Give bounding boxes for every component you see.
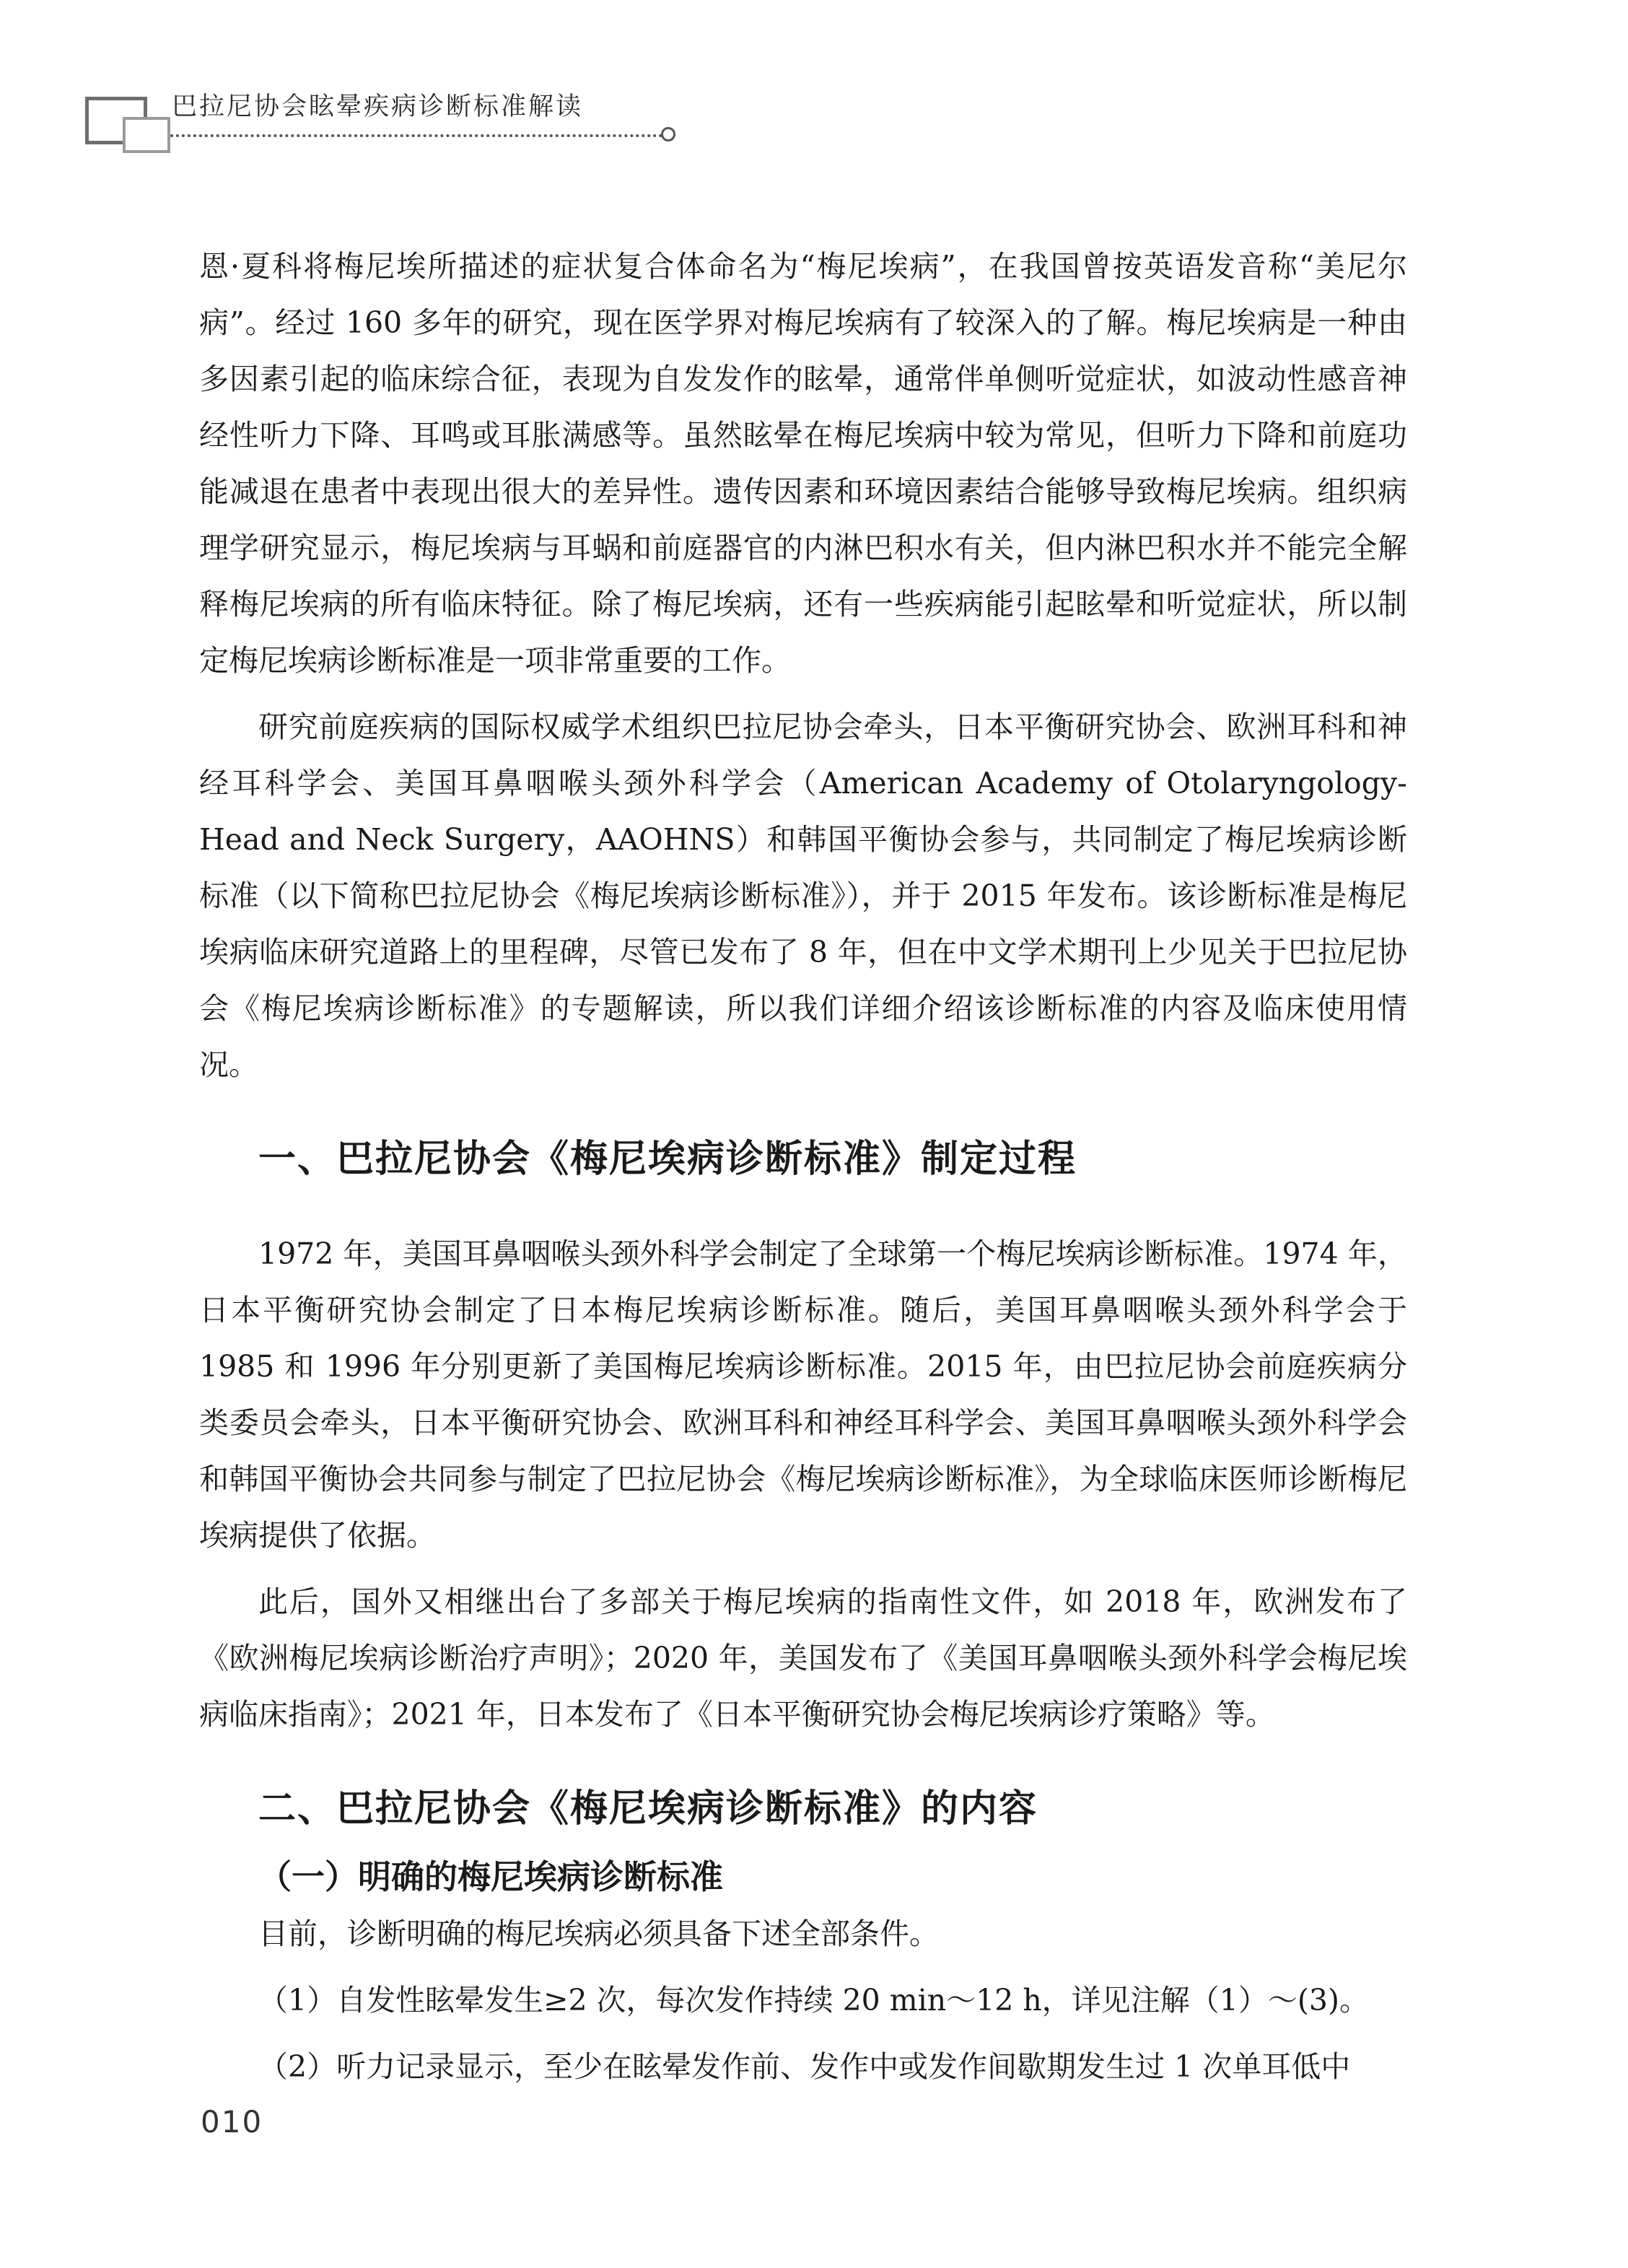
paragraph-history: 1972 年，美国耳鼻咽喉头颈外科学会制定了全球第一个梅尼埃病诊断标准。1974 年，日本平衡研究协会制定了日本梅尼埃病诊断标准。随后，美国耳鼻咽喉头颈外科学会于 1985 和 1996 年分别更新了美国梅尼埃病诊断标准。2015 年，由巴拉尼协会前庭疾病分类委员会牵头，日本平衡研究协会、欧洲耳科和神经耳科学会、美国耳鼻咽喉头颈外科学会和韩国平衡协会共同参与制定了巴拉尼协会《梅尼埃病诊断标准》，为全球临床医师诊断梅尼埃病提供了依据。	[199, 1237, 1407, 1553]
page-number: 010	[201, 2104, 263, 2140]
criterion-2: （2）听力记录显示，至少在眩晕发作前、发作中或发作间歇期发生过 1 次单耳低中	[258, 2049, 1351, 2084]
section-heading-2: 二、巴拉尼协会《梅尼埃病诊断标准》的内容	[258, 1787, 1038, 1831]
paragraph-barany-society: 研究前庭疾病的国际权威学术组织巴拉尼协会牵头，日本平衡研究协会、欧洲耳科和神经耳科学会、美国耳鼻咽喉头颈外科学会（American Academy of Otolaryngology-Head and Neck Surgery，AAOHNS）和韩国平衡协会参与，共同制定了梅尼埃病诊断标准（以下简称巴拉尼协会《梅尼埃病诊断标准》），并于 2015 年发布。该诊断标准是梅尼埃病临床研究道路上的里程碑，尽管已发布了 8 年，但在中文学术期刊上少见关于巴拉尼协会《梅尼埃病诊断标准》的专题解读，所以我们详细介绍该诊断标准的内容及临床使用情况。	[199, 710, 1407, 1082]
paragraph-intro-continued: 恩·夏科将梅尼埃所描述的症状复合体命名为“梅尼埃病”，在我国曾按英语发音称“美尼尔病”。经过 160 多年的研究，现在医学界对梅尼埃病有了较深入的了解。梅尼埃病是一种由多因素引起的临床综合征，表现为自发发作的眩晕，通常伴单侧听觉症状，如波动性感音神经性听力下降、耳鸣或耳胀满感等。虽然眩晕在梅尼埃病中较为常见，但听力下降和前庭功能减退在患者中表现出很大的差异性。遗传因素和环境因素结合能够导致梅尼埃病。组织病理学研究显示，梅尼埃病与耳蜗和前庭器官的内淋巴积水有关，但内淋巴积水并不能完全解释梅尼埃病的所有临床特征。除了梅尼埃病，还有一些疾病能引起眩晕和听觉症状，所以制定梅尼埃病诊断标准是一项非常重要的工作。	[199, 249, 1407, 678]
running-header-title: 巴拉尼协会眩晕疾病诊断标准解读	[172, 92, 584, 121]
subsection-heading-1: （一）明确的梅尼埃病诊断标准	[258, 1857, 723, 1896]
header-square-small-icon	[123, 117, 170, 153]
header-circle-icon	[661, 127, 675, 141]
paragraph-guidelines: 此后，国外又相继出台了多部关于梅尼埃病的指南性文件，如 2018 年，欧洲发布了《欧洲梅尼埃病诊断治疗声明》；2020 年，美国发布了《美国耳鼻咽喉头颈外科学会梅尼埃病临床指南》；2021 年，日本发布了《日本平衡研究协会梅尼埃病诊疗策略》等。	[199, 1584, 1407, 1732]
criterion-1: （1）自发性眩晕发生≥2 次，每次发作持续 20 min～12 h，详见注解（1）～(3)。	[258, 1983, 1369, 2018]
section-heading-1: 一、巴拉尼协会《梅尼埃病诊断标准》制定过程	[258, 1138, 1077, 1181]
header-dotted-rule	[170, 134, 662, 137]
page-body	[199, 238, 1407, 2095]
paragraph-criteria-intro: 目前，诊断明确的梅尼埃病必须具备下述全部条件。	[258, 1916, 939, 1951]
running-header	[85, 85, 677, 157]
